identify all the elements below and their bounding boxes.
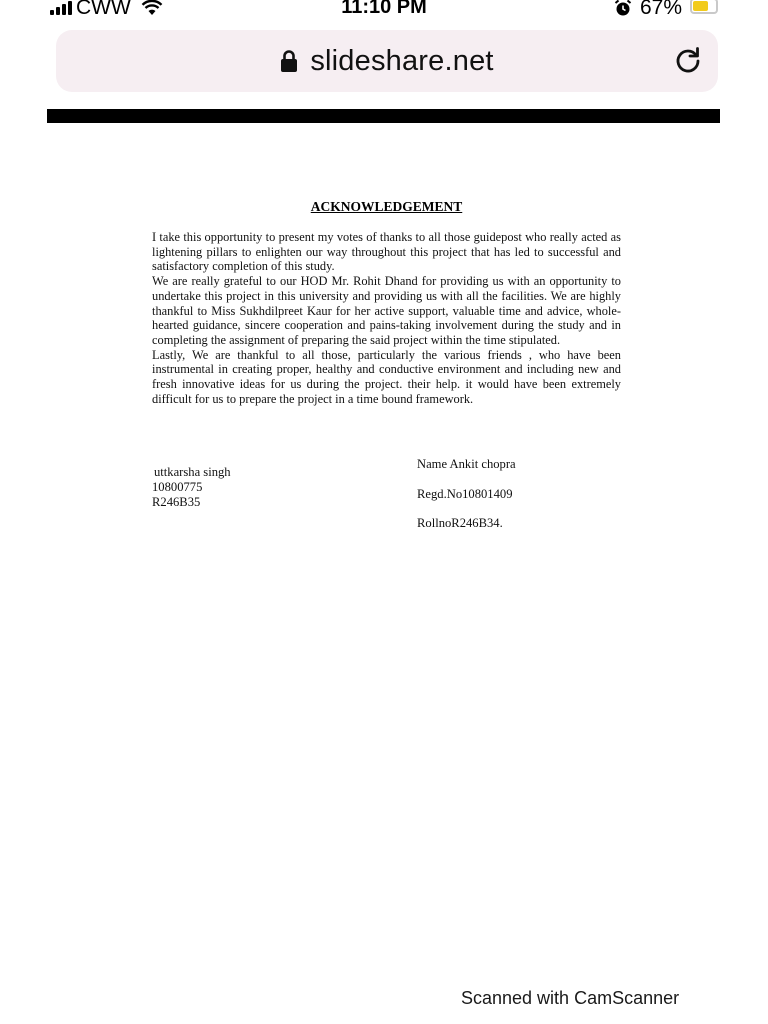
address-bar[interactable]	[56, 30, 718, 92]
reload-icon[interactable]	[674, 46, 702, 74]
url-text: slideshare.net	[310, 44, 494, 77]
signature-regd-no: Regd.No10801409	[417, 486, 513, 501]
signature-roll-no: RollnoR246B34.	[417, 516, 503, 530]
signature-regd-no: 10800775	[152, 480, 203, 494]
document-page	[0, 123, 768, 983]
status-time: 11:10 PM	[341, 0, 427, 18]
status-bar	[0, 0, 768, 24]
signature-roll-no: R246B35	[152, 495, 201, 509]
paragraph: Lastly, We are thankful to all those, particularly the various friends , who have been instrumental in creating proper, healthy and conductive environment and including new and fresh innovative ideas for us during the project. their help. it would have been extremely difficult for us to prepare the project in a time bound framework.	[152, 347, 621, 406]
status-right	[614, 0, 718, 20]
paragraph: We are really grateful to our HOD Mr. Rohit Dhand for providing us with an opportunity to undertake this project in this university and providing us with all the facilities. We are highly thankful to Miss Sukhdilpreet Kaur for her active support, valuable time and advice, whole-hearted guidance, sincere cooperation and pains-taking involvement during the study and in completing the assignment of preparing the said project within the time stipulated.	[152, 274, 621, 347]
signature-name: uttkarsha singh	[154, 465, 231, 479]
carrier-name: CWW	[76, 0, 131, 19]
document-body	[152, 230, 621, 406]
signature-block-left	[152, 465, 231, 510]
signature-name: Name Ankit chopra	[417, 457, 516, 471]
signature-block-right	[417, 450, 516, 539]
lock-icon	[280, 49, 298, 73]
alarm-clock-icon	[614, 0, 632, 17]
battery-icon	[690, 0, 718, 14]
paragraph: I take this opportunity to present my votes of thanks to all those guidepost who really acted as lightening pillars to enlighten our way throughout this project that has led to successful and satisfactory completion of this study.	[152, 230, 621, 274]
document-title: ACKNOWLEDGEMENT	[310, 199, 463, 214]
battery-percent: 67%	[639, 0, 682, 19]
slide-top-border	[47, 109, 720, 123]
camscanner-watermark: Scanned with CamScanner	[461, 988, 680, 1008]
